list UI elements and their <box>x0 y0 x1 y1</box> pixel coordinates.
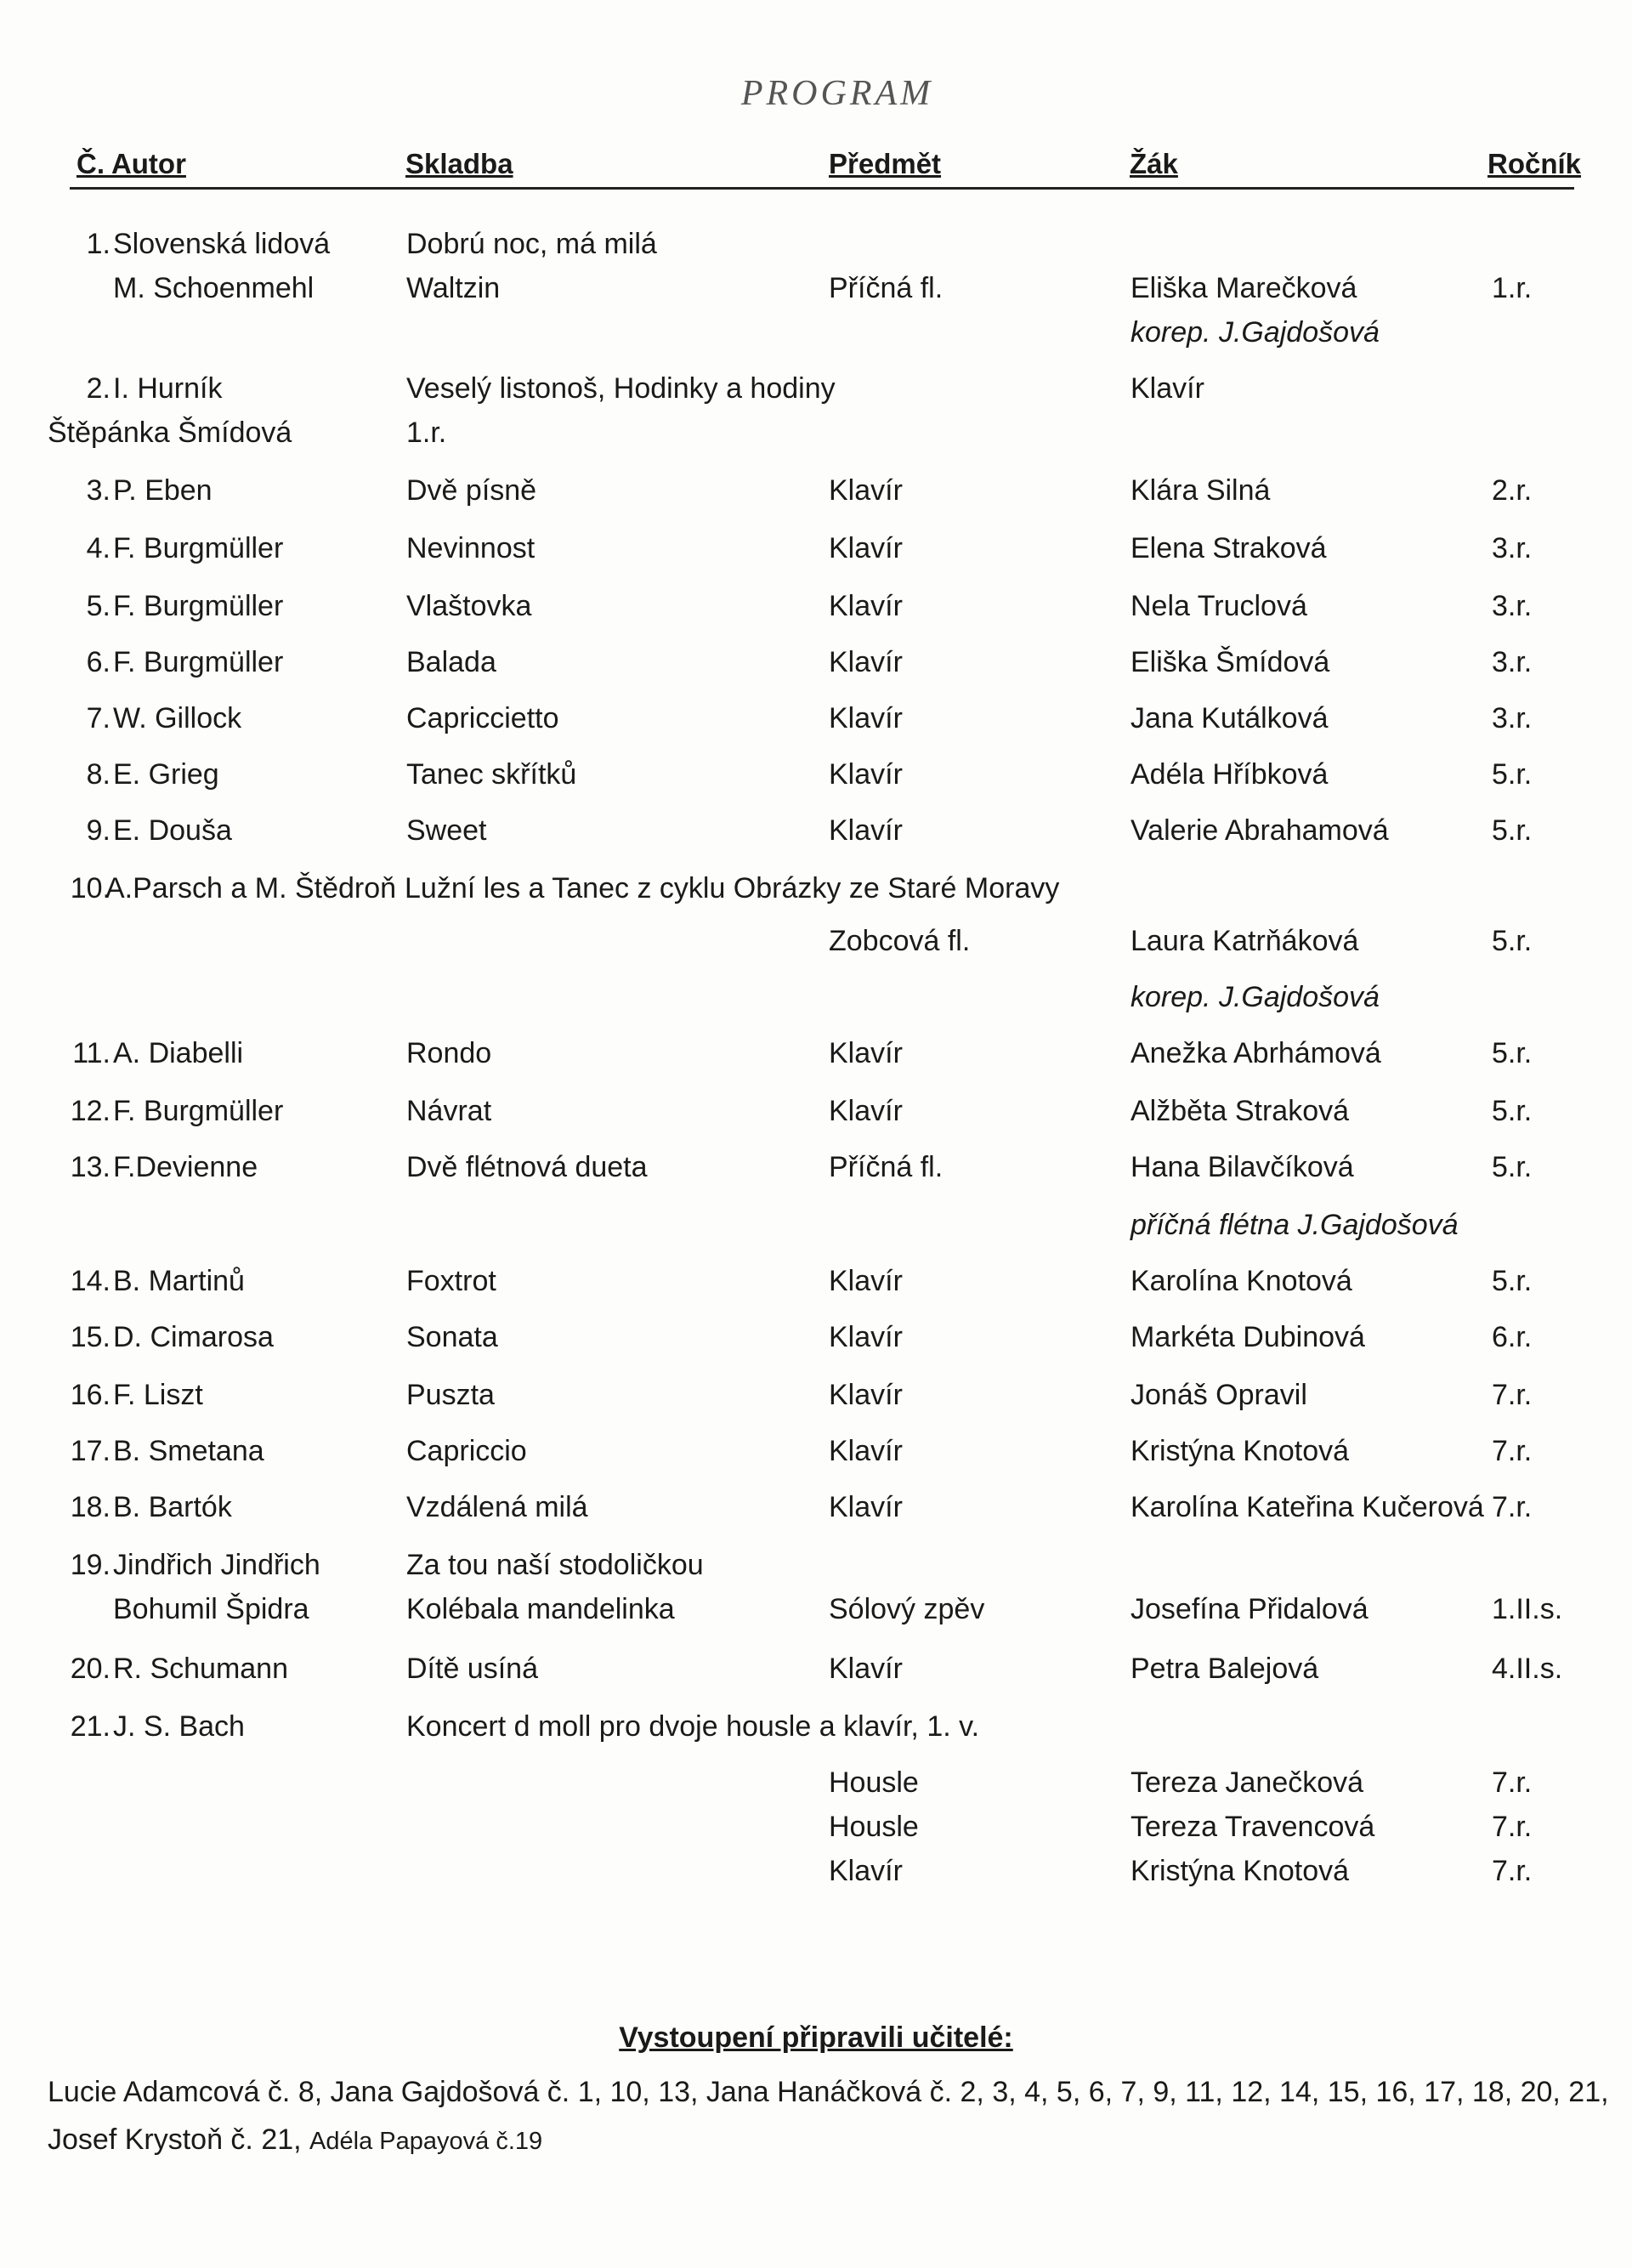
row-autor: Slovenská lidová <box>113 228 331 260</box>
row-zak: Kristýna Knotová <box>1130 1855 1350 1887</box>
row-autor: F. Burgmüller <box>113 1095 284 1127</box>
row-rocnik: 5.r. <box>1492 758 1533 791</box>
header-predmet: Předmět <box>829 148 942 179</box>
footer-title: Vystoupení připravili učitelé: <box>619 2021 1013 2054</box>
row-zak: Josefína Přidalová <box>1130 1593 1368 1625</box>
row-predmet: Klavír <box>829 814 903 847</box>
table-row <box>0 1435 1632 1477</box>
row-predmet: Klavír <box>829 646 903 678</box>
row-skladba: Nevinnost <box>406 532 536 564</box>
row-predmet: Sólový zpěv <box>829 1593 985 1625</box>
row-zak: Tereza Travencová <box>1130 1811 1375 1843</box>
row-autor: W. Gillock <box>113 702 242 734</box>
header-zak: Žák <box>1130 148 1178 179</box>
row-autor: B. Smetana <box>113 1435 264 1467</box>
row-zak: Alžběta Straková <box>1130 1095 1350 1127</box>
header-skladba: Skladba <box>405 148 513 179</box>
row-number: 18. <box>70 1491 110 1523</box>
row-zak: korep. J.Gajdošová <box>1130 316 1380 349</box>
row-autor: P. Eben <box>113 474 212 507</box>
row-rocnik: 5.r. <box>1492 1265 1533 1297</box>
header-rocnik: Ročník <box>1488 148 1582 179</box>
table-row <box>0 1265 1632 1307</box>
row-predmet: Klavír <box>829 532 903 564</box>
row-autor: A. Diabelli <box>113 1037 244 1069</box>
table-row <box>0 228 1632 270</box>
row-skladba: Sonata <box>406 1321 498 1353</box>
table-row <box>0 417 1632 459</box>
row-zak: Elena Straková <box>1130 532 1327 564</box>
row-autor: A.Parsch a M. Štědroň <box>105 872 397 904</box>
row-skladba: Dítě usíná <box>406 1653 538 1685</box>
row-number: 7. <box>86 702 110 734</box>
row-autor: F. Liszt <box>113 1379 203 1411</box>
row-zak: Valerie Abrahamová <box>1130 814 1389 847</box>
table-row <box>0 1095 1632 1137</box>
row-zak: Jana Kutálková <box>1130 702 1329 734</box>
row-number: 12. <box>70 1095 110 1127</box>
row-predmet: Klavír <box>829 1855 903 1887</box>
row-predmet: Příčná fl. <box>829 1151 944 1183</box>
row-predmet: Klavír <box>829 758 903 791</box>
row-autor: B. Martinů <box>113 1265 245 1297</box>
row-rocnik: 7.r. <box>1492 1435 1533 1467</box>
row-rocnik: 4.II.s. <box>1492 1653 1563 1685</box>
row-skladba: Kolébala mandelinka <box>406 1593 675 1625</box>
row-number: 16. <box>70 1379 110 1411</box>
row-predmet: Housle <box>829 1766 919 1799</box>
row-rocnik: 7.r. <box>1492 1491 1533 1523</box>
row-number: 17. <box>70 1435 110 1467</box>
row-predmet: Klavír <box>829 1321 903 1353</box>
row-zak: příčná flétna J.Gajdošová <box>1130 1209 1459 1241</box>
row-predmet: Klavír <box>829 1491 903 1523</box>
row-autor: R. Schumann <box>113 1653 288 1685</box>
row-rocnik: 3.r. <box>1492 590 1533 622</box>
row-zak: Adéla Hříbková <box>1130 758 1329 791</box>
row-number: 2. <box>86 372 110 405</box>
row-predmet: Klavír <box>829 1653 903 1685</box>
row-zak: Hana Bilavčíková <box>1130 1151 1354 1183</box>
row-skladba: Za tou naší stodoličkou <box>406 1549 704 1581</box>
row-zak: Eliška Marečková <box>1130 272 1357 304</box>
row-skladba: Capriccietto <box>406 702 559 734</box>
row-number: 9. <box>86 814 110 847</box>
row-skladba: Foxtrot <box>406 1265 496 1297</box>
row-skladba: Koncert d moll pro dvoje housle a klavír, 1. v. <box>406 1710 980 1743</box>
row-zak: Eliška Šmídová <box>1130 646 1330 678</box>
table-row <box>0 1321 1632 1364</box>
table-row <box>0 532 1632 575</box>
row-zak: Karolína Knotová <box>1130 1265 1352 1297</box>
row-autor: D. Cimarosa <box>113 1321 274 1353</box>
row-rocnik: 1.II.s. <box>1492 1593 1563 1625</box>
row-rocnik: 5.r. <box>1492 1095 1533 1127</box>
row-autor: F. Burgmüller <box>113 532 284 564</box>
row-predmet: Klavír <box>829 1037 903 1069</box>
row-skladba: Sweet <box>406 814 487 847</box>
table-row <box>0 1653 1632 1695</box>
table-row <box>0 758 1632 801</box>
row-zak: Klára Silná <box>1130 474 1271 507</box>
row-predmet: Zobcová fl. <box>829 925 971 957</box>
row-autor: J. S. Bach <box>113 1710 245 1743</box>
row-number: 4. <box>86 532 110 564</box>
row-rocnik: 7.r. <box>1492 1379 1533 1411</box>
row-number: 8. <box>86 758 110 791</box>
row-zak: Petra Balejová <box>1130 1653 1319 1685</box>
row-number: 13. <box>70 1151 110 1183</box>
row-rocnik: 5.r. <box>1492 1151 1533 1183</box>
row-autor: B. Bartók <box>113 1491 232 1523</box>
row-number: 15. <box>70 1321 110 1353</box>
table-row <box>0 590 1632 632</box>
row-zak: Laura Katrňáková <box>1130 925 1359 957</box>
row-rocnik: 5.r. <box>1492 814 1533 847</box>
table-row <box>0 1491 1632 1534</box>
row-rocnik: 6.r. <box>1492 1321 1533 1353</box>
row-zak: Anežka Abrhámová <box>1130 1037 1381 1069</box>
table-row <box>0 1037 1632 1080</box>
row-autor: M. Schoenmehl <box>113 272 314 304</box>
table-row <box>0 981 1632 1023</box>
row-zak: Markéta Dubinová <box>1130 1321 1365 1353</box>
row-rocnik: 1.r. <box>1492 272 1533 304</box>
row-skladba: Capriccio <box>406 1435 527 1467</box>
row-skladba: Tanec skřítků <box>406 758 577 791</box>
row-skladba: Návrat <box>406 1095 492 1127</box>
page-title: PROGRAM <box>740 74 934 113</box>
row-zak: Nela Truclová <box>1130 590 1307 622</box>
footer-teacher-papayova: Adéla Papayová č.19 <box>309 2128 543 2155</box>
row-skladba: Dvě písně <box>406 474 537 507</box>
row-autor: Štěpánka Šmídová <box>48 417 292 449</box>
row-rocnik: 2.r. <box>1492 474 1533 507</box>
row-number: 11. <box>72 1037 110 1069</box>
table-row <box>0 646 1632 689</box>
row-number: 3. <box>86 474 110 507</box>
row-predmet: Příčná fl. <box>829 272 944 304</box>
table-header <box>70 148 1582 190</box>
row-number: 14. <box>70 1265 110 1297</box>
row-skladba: Puszta <box>406 1379 495 1411</box>
row-rocnik: 7.r. <box>1492 1766 1533 1799</box>
row-rocnik: 3.r. <box>1492 646 1533 678</box>
row-autor: F. Burgmüller <box>113 646 284 678</box>
row-autor: Jindřich Jindřich <box>113 1549 320 1581</box>
row-skladba: Lužní les a Tanec z cyklu Obrázky ze Staré Moravy <box>405 872 1060 904</box>
row-predmet: Klavír <box>829 1265 903 1297</box>
row-skladba: Dvě flétnová dueta <box>406 1151 648 1183</box>
row-skladba: Vzdálená milá <box>406 1491 588 1523</box>
row-predmet: Klavír <box>829 474 903 507</box>
table-row <box>0 814 1632 857</box>
row-autor: F.Devienne <box>113 1151 258 1183</box>
table-row <box>0 372 1632 415</box>
table-row <box>0 872 1632 915</box>
row-predmet: Housle <box>829 1811 919 1843</box>
row-skladba: Vlaštovka <box>406 590 532 622</box>
row-zak: Jonáš Opravil <box>1130 1379 1307 1411</box>
row-skladba: 1.r. <box>406 417 447 449</box>
row-rocnik: 5.r. <box>1492 925 1533 957</box>
row-number: 21. <box>70 1710 110 1743</box>
table-row <box>0 1766 1632 1809</box>
row-autor: Bohumil Špidra <box>113 1593 309 1625</box>
row-zak: Tereza Janečková <box>1130 1766 1364 1799</box>
row-rocnik: 3.r. <box>1492 532 1533 564</box>
row-predmet: Klavír <box>829 1095 903 1127</box>
row-autor: E. Grieg <box>113 758 219 791</box>
table-row <box>0 702 1632 745</box>
row-zak: Karolína Kateřina Kučerová <box>1130 1491 1484 1523</box>
row-predmet: Klavír <box>829 590 903 622</box>
table-row <box>0 1811 1632 1853</box>
footer-teacher-krston: Josef Krystoň č. 21, <box>48 2123 302 2156</box>
table-row <box>0 474 1632 517</box>
table-row <box>0 272 1632 315</box>
row-skladba: Waltzin <box>406 272 501 304</box>
row-number: 6. <box>86 646 110 678</box>
row-rocnik: 7.r. <box>1492 1811 1533 1843</box>
table-row <box>0 1379 1632 1421</box>
row-autor: I. Hurník <box>113 372 223 405</box>
row-rocnik: 3.r. <box>1492 702 1533 734</box>
table-row <box>0 1593 1632 1636</box>
row-zak: Kristýna Knotová <box>1130 1435 1350 1467</box>
row-skladba: Dobrú noc, má milá <box>406 228 657 260</box>
table-row <box>0 316 1632 359</box>
header-num-autor: Č. Autor <box>76 148 186 179</box>
table-row <box>0 1209 1632 1251</box>
row-number: 20. <box>70 1653 110 1685</box>
row-autor: F. Burgmüller <box>113 590 284 622</box>
row-predmet: Klavír <box>829 1379 903 1411</box>
row-predmet: Klavír <box>829 702 903 734</box>
table-row <box>0 1855 1632 1897</box>
table-row <box>0 1151 1632 1194</box>
row-rocnik: 7.r. <box>1492 1855 1533 1887</box>
row-number: 5. <box>86 590 110 622</box>
table-row <box>0 925 1632 967</box>
row-zak: Klavír <box>1130 372 1204 405</box>
row-autor: E. Douša <box>113 814 232 847</box>
row-skladba: Rondo <box>406 1037 492 1069</box>
row-zak: korep. J.Gajdošová <box>1130 981 1380 1013</box>
row-number: 10. <box>70 872 110 904</box>
footer-teachers-line-2 <box>48 2123 542 2157</box>
row-rocnik: 5.r. <box>1492 1037 1533 1069</box>
row-number: 19. <box>70 1549 110 1581</box>
row-predmet: Klavír <box>829 1435 903 1467</box>
table-row <box>0 1549 1632 1591</box>
row-skladba: Balada <box>406 646 496 678</box>
row-skladba: Veselý listonoš, Hodinky a hodiny <box>406 372 836 405</box>
table-row <box>0 1710 1632 1753</box>
footer-teachers-line-1: Lucie Adamcová č. 8, Jana Gajdošová č. 1, 10, 13, Jana Hanáčková č. 2, 3, 4, 5, 6, 7, 9, 11, 12, 14, 15, 16, 17, 18, 20, 21, <box>48 2076 1609 2108</box>
row-number: 1. <box>86 228 110 260</box>
